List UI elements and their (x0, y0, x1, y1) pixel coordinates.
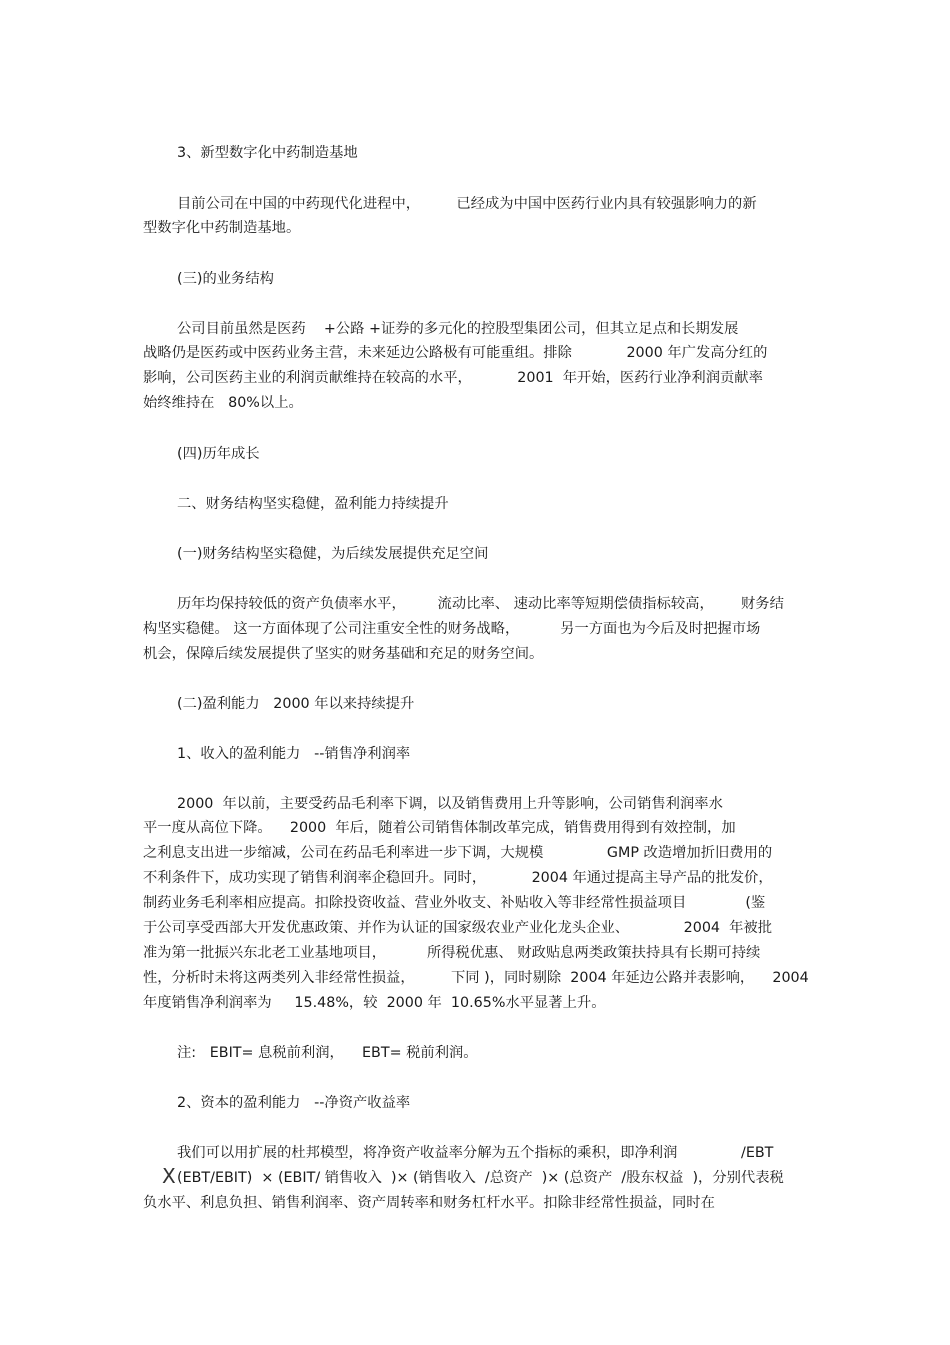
paragraph-line: 始终维持在 80%以上。 (143, 395, 303, 411)
note-ebit-ebt: 注: EBIT= 息税前利润， EBT= 税前利润。 (177, 1045, 478, 1061)
paragraph-line: 之利息支出进一步缩减，公司在药品毛利率进一步下调，大规模 GMP 改造增加折旧费用的 (143, 845, 773, 861)
paragraph-line: 负水平、利息负担、销售利润率、资产周转率和财务杠杆水平。扣除非经常性损益，同时在 (143, 1195, 715, 1211)
heading-growth: (四)历年成长 (177, 446, 260, 462)
paragraph-line: 性，分析时未将这两类列入非经常性损益， 下同 )，同时剔除 2004 年延边公路并表影响， 2004 (143, 970, 809, 986)
paragraph-line: 目前公司在中国的中药现代化进程中， 已经成为中国中医药行业内具有较强影响力的新 (177, 196, 757, 212)
paragraph-line: 制药业务毛利率相应提高。扣除投资收益、营业外收支、补贴收入等非经常性损益项目 (鉴 (143, 895, 766, 911)
paragraph-line: 2000 年以前，主要受药品毛利率下调，以及销售费用上升等影响，公司销售利润率水 (177, 796, 723, 812)
multiply-mark: X (162, 1164, 176, 1188)
heading-profitability: (二)盈利能力 2000 年以来持续提升 (177, 696, 415, 712)
paragraph-line: 我们可以用扩展的杜邦模型，将净资产收益率分解为五个指标的乘积，即净利润 /EBT (177, 1145, 774, 1161)
paragraph-line: 战略仍是医药或中医药业务主营，未来延边公路极有可能重组。排除 2000 年广发高分红的 (143, 345, 768, 361)
paragraph-line: (EBT/EBIT) × (EBIT/ 销售收入 )× (销售收入 /总资产 )× (总资产 /股东权益 )，分别代表税 (177, 1170, 784, 1186)
paragraph-line: 年度销售净利润率为 15.48%，较 2000 年 10.65%水平显著上升。 (143, 995, 606, 1011)
heading-financial-structure: (一)财务结构坚实稳健，为后续发展提供充足空间 (177, 546, 489, 562)
paragraph-line: 构坚实稳健。 这一方面体现了公司注重安全性的财务战略， 另一方面也为今后及时把握市场 (143, 621, 761, 637)
heading-revenue-profitability: 1、收入的盈利能力 --销售净利润率 (177, 746, 411, 762)
paragraph-line: 影响，公司医药主业的利润贡献维持在较高的水平， 2001 年开始，医药行业净利润贡献率 (143, 370, 763, 386)
paragraph-line: 不利条件下，成功实现了销售利润率企稳回升。同时， 2004 年通过提高主导产品的批发价， (143, 870, 773, 886)
paragraph-line: 平一度从高位下降。 2000 年后，随着公司销售体制改革完成，销售费用得到有效控制，加 (143, 820, 736, 836)
paragraph-line: 公司目前虽然是医药 +公路 +证券的多元化的控股型集团公司，但其立足点和长期发展 (177, 321, 739, 337)
paragraph-line: 历年均保持较低的资产负债率水平， 流动比率、 速动比率等短期偿债指标较高， 财务结 (177, 596, 784, 612)
paragraph-line: 准为第一批振兴东北老工业基地项目， 所得税优惠、 财政贴息两类政策扶持具有长期可持续 (143, 945, 761, 961)
paragraph-line: 机会，保障后续发展提供了坚实的财务基础和充足的财务空间。 (143, 646, 544, 662)
heading-capital-profitability: 2、资本的盈利能力 --净资产收益率 (177, 1095, 411, 1111)
paragraph-line: 于公司享受西部大开发优惠政策、并作为认证的国家级农业产业化龙头企业、 2004 年被批 (143, 920, 772, 936)
heading-3-digital-base: 3、新型数字化中药制造基地 (177, 145, 358, 161)
heading-section-2: 二、财务结构坚实稳健，盈利能力持续提升 (177, 496, 449, 512)
heading-business-structure: (三)的业务结构 (177, 271, 274, 287)
paragraph-line: 型数字化中药制造基地。 (143, 220, 301, 236)
